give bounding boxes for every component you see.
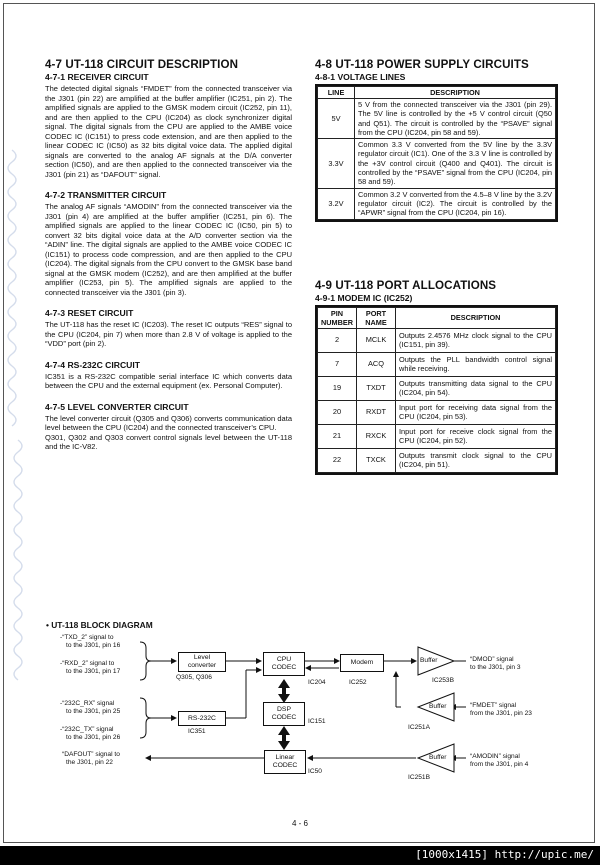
voltage-line: 5V bbox=[318, 99, 355, 139]
voltage-desc: 5 V from the connected transceiver via the J301 (pin 29). The 5V line is controlled by the +5 V control circuit (Q50 and Q51). The circuit is controlled by the “PSAVE” signal from the CPU (IC204, pin 58 and 59). bbox=[355, 99, 556, 139]
receiver-text: The detected digital signals “FMDET” from the connected transceiver via the J301 (pin 22) are amplified at the buffer amplifier (IC251, pin 2). The amplified signals are applied to the GMSK modem circuit (IC252, pin 11), and are then applied to the CPU (IC204) as clock synchronizer digital signal. The digital signals from the CPU are applied to the AMBE voice CODEC IC (IC151) to press code extension, and are then applied to the linear CODEC IC (IC50) as 32 bits digital voice data. The applied digital signals are converted to the analog AF signals at the D/A converter section (IC50), and are then applied to the connected transceiver via the J301 (pin 21) as “DAFOUT” signal. bbox=[45, 84, 292, 179]
modem-ref: IC252 bbox=[349, 679, 367, 686]
modem-ic-heading: 4-9-1 MODEM IC (IC252) bbox=[315, 292, 413, 303]
pin-number: 20 bbox=[318, 400, 357, 424]
receiver-heading: 4-7-1 RECEIVER CIRCUIT bbox=[45, 72, 149, 82]
level-converter-block: Level converter bbox=[178, 652, 226, 672]
pin-number: 7 bbox=[318, 352, 357, 376]
amodin-label: “AMODIN” signal from the J301, pin 4 bbox=[470, 753, 529, 768]
voltage-desc: Common 3.2 V converted from the 4.5–8 V line by the 3.2V regulator circuit (IC2). The circuit is controlled by the “APWR” signal from the CPU (IC204, pin 16). bbox=[355, 188, 556, 219]
buffer-label-1: Buffer bbox=[420, 657, 438, 664]
table-row bbox=[318, 424, 556, 448]
232c-rx-label: -“232C_RX” signal to the J301, pin 25 bbox=[60, 700, 121, 715]
pin-number: 19 bbox=[318, 376, 357, 400]
voltage-line: 3.3V bbox=[318, 139, 355, 188]
rs232c-text: IC351 is a RS-232C compatible serial interface IC which converts data between the CPU and the external equipment (ex. Personal Computer). bbox=[45, 371, 292, 390]
buffer-ref-1: IC253B bbox=[432, 677, 454, 684]
power-title: 4-8 UT-118 POWER SUPPLY CIRCUITS bbox=[315, 58, 529, 71]
buffer-label-3: Buffer bbox=[429, 754, 447, 761]
port-header-desc: DESCRIPTION bbox=[396, 307, 556, 328]
level-converter-heading: 4-7-5 LEVEL CONVERTER CIRCUIT bbox=[45, 401, 189, 412]
brace-232c bbox=[140, 698, 151, 738]
buffer-ref-3: IC251B bbox=[408, 774, 430, 781]
dmod-label: “DMOD” signal to the J301, pin 3 bbox=[470, 656, 521, 671]
reset-heading: 4-7-3 RESET CIRCUIT bbox=[45, 308, 134, 318]
level-converter-ref: Q305, Q306 bbox=[176, 674, 212, 681]
dsp-codec-block: DSP CODEC bbox=[263, 702, 305, 726]
port-desc: Outputs transmitting data signal to the CPU (IC204, pin 54). bbox=[396, 376, 556, 400]
transmitter-text: The analog AF signals “AMODIN” from the connected transceiver via the J301 (pin 4) are amplified at the buffer amplifier (IC251, pin 6). The amplified signals are applied to the linear CODEC IC (IC50, pin 5) to convert 32 bits digital voice data at the A/D converter section via the “ADIN” line. The digital signals are applied to the AMBE voice CODEC IC (IC151) to process code compression, and are then applied to the CPU (IC204). The digital signals from the CPU convert to the GMSK base band signal at the GMSK modem (IC252), and are then amplified at the buffer amplifier (IC253, pin 5). The amplified signals are applied to the connected transceiver via the J301 (pin 3). bbox=[45, 202, 292, 297]
table-row bbox=[318, 376, 556, 400]
footer-bar bbox=[0, 846, 600, 865]
section-title: 4-7 UT-118 CIRCUIT DESCRIPTION bbox=[45, 58, 239, 71]
port-name: MCLK bbox=[357, 328, 396, 352]
dafout-label: “DAFOUT” signal to the J301, pin 22 bbox=[62, 751, 120, 766]
port-header-pin: PIN NUMBER bbox=[318, 307, 357, 328]
transmitter-heading: 4-7-2 TRANSMITTER CIRCUIT bbox=[45, 190, 167, 200]
reset-text: The UT-118 has the reset IC (IC203). The reset IC outputs “RES” signal to the CPU (IC204, pin 7) when more than 2.8 V of voltage is applied to the “VDD” port (pin 2). bbox=[45, 320, 292, 348]
voltage-lines-heading: 4-8-1 VOLTAGE LINES bbox=[315, 72, 406, 82]
table-row bbox=[318, 188, 556, 219]
pin-number: 21 bbox=[318, 424, 357, 448]
right-column bbox=[315, 58, 558, 475]
brace-txd-rxd bbox=[140, 642, 151, 680]
left-column bbox=[45, 58, 292, 452]
level-converter-text-2: Q301, Q302 and Q303 convert control signals level between the UT-118 and the IC-V82. bbox=[45, 432, 292, 451]
side-watermark bbox=[6, 140, 26, 700]
cpu-codec-block: CPU CODEC bbox=[263, 652, 305, 676]
table-row bbox=[318, 448, 556, 472]
footer-url[interactable]: [1000x1415] http://upic.me/ bbox=[415, 848, 594, 861]
table-row bbox=[318, 139, 556, 188]
buffer-label-2: Buffer bbox=[429, 703, 447, 710]
voltage-desc: Common 3.3 V converted from the 5V line by the 3.3V regulator circuit (IC1). One of the 3.3 V line is controlled by the +3V control circuit (Q400 and Q401). The circuit is controlled by the “PSAVE” signal from the CPU (IC204, pin 58 and 59). bbox=[355, 139, 556, 188]
table-row bbox=[318, 99, 556, 139]
port-desc: Input port for receive clock signal from the CPU (IC204, pin 52). bbox=[396, 424, 556, 448]
table-row bbox=[318, 328, 556, 352]
voltage-table-frame bbox=[315, 84, 558, 222]
port-name: TXCK bbox=[357, 448, 396, 472]
bus-arrow-dsp-linear bbox=[278, 726, 290, 750]
voltage-header-line: LINE bbox=[318, 87, 355, 99]
pin-number: 22 bbox=[318, 448, 357, 472]
port-title: 4-9 UT-118 PORT ALLOCATIONS bbox=[315, 278, 497, 292]
linear-codec-block: Linear CODEC bbox=[264, 750, 306, 774]
port-table-frame bbox=[315, 305, 558, 475]
rs232c-ref: IC351 bbox=[188, 728, 206, 735]
voltage-line: 3.2V bbox=[318, 188, 355, 219]
voltage-table bbox=[317, 86, 556, 220]
port-name: RXCK bbox=[357, 424, 396, 448]
port-desc: Outputs transmit clock signal to the CPU (IC204, pin 51). bbox=[396, 448, 556, 472]
modem-block: Modem bbox=[340, 654, 384, 672]
page-number: 4 - 6 bbox=[291, 819, 308, 828]
fmdet-label: “FMDET” signal from the J301, pin 23 bbox=[470, 702, 532, 717]
block-diagram bbox=[46, 632, 576, 782]
rxd-label: -“RXD_2” signal to to the J301, pin 17 bbox=[60, 660, 121, 675]
bus-arrow-cpu-dsp bbox=[278, 679, 290, 703]
port-desc: Outputs 2.4576 MHz clock signal to the CPU (IC151, pin 39). bbox=[396, 328, 556, 352]
block-diagram-title: • UT-118 BLOCK DIAGRAM bbox=[46, 620, 153, 630]
level-converter-text: The level converter circuit (Q305 and Q306) converts communication data level between the CPU (IC204) and the connected transceiver’s CPU. bbox=[45, 413, 292, 432]
port-name: RXDT bbox=[357, 400, 396, 424]
port-desc: Input port for receiving data signal from the CPU (IC204, pin 53). bbox=[396, 400, 556, 424]
buffer-ref-2: IC251A bbox=[408, 724, 430, 731]
port-desc: Outputs the PLL bandwidth control signal while receiving. bbox=[396, 352, 556, 376]
rs232c-block: RS-232C bbox=[178, 711, 226, 726]
table-row bbox=[318, 352, 556, 376]
pin-number: 2 bbox=[318, 328, 357, 352]
rs232c-heading: 4-7-4 RS-232C CIRCUIT bbox=[45, 359, 141, 370]
dsp-ref: IC151 bbox=[308, 718, 326, 725]
232c-tx-label: -“232C_TX” signal to the J301, pin 26 bbox=[60, 726, 121, 741]
cpu-ref: IC204 bbox=[308, 679, 326, 686]
voltage-header-desc: DESCRIPTION bbox=[355, 87, 556, 99]
table-row bbox=[318, 400, 556, 424]
txd-label: -“TXD_2” signal to to the J301, pin 16 bbox=[60, 634, 121, 649]
linear-ref: IC50 bbox=[308, 768, 322, 775]
port-header-name: PORT NAME bbox=[357, 307, 396, 328]
port-table bbox=[317, 307, 556, 473]
port-name: TXDT bbox=[357, 376, 396, 400]
port-name: ACQ bbox=[357, 352, 396, 376]
